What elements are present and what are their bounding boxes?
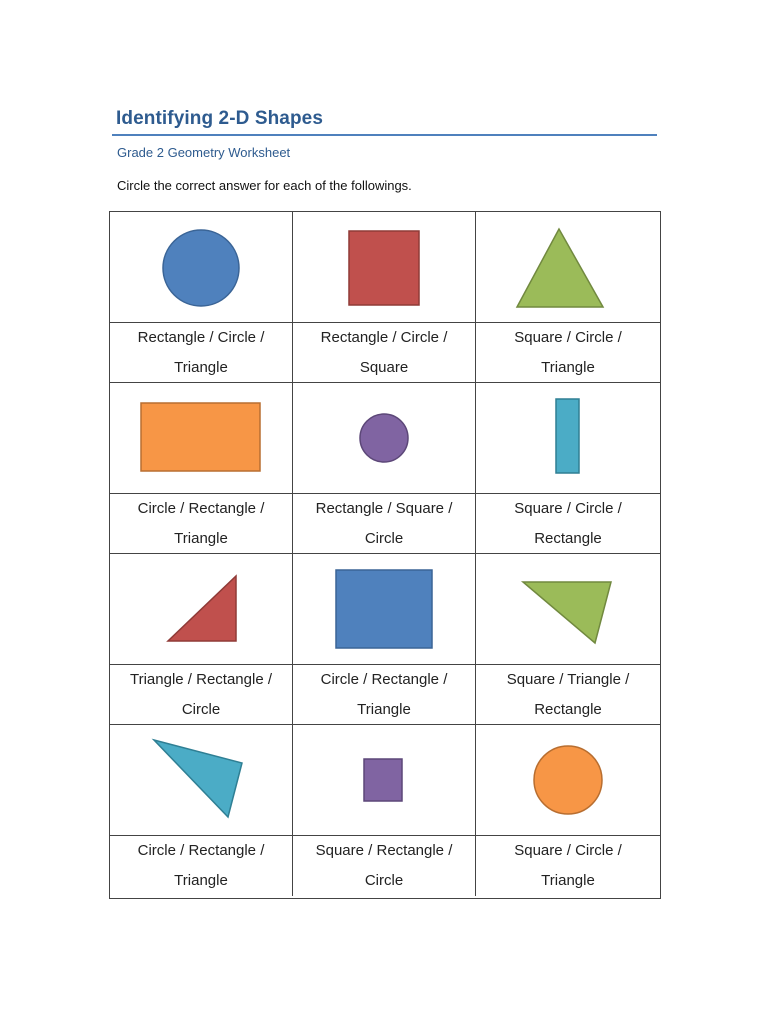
answer-choices-line: Square: [359, 358, 409, 376]
answer-choices-line: Circle: [364, 872, 404, 889]
answer-options: [293, 665, 476, 725]
answer-options: [476, 494, 660, 554]
shape-cell: [476, 554, 660, 665]
right-triangle-shape: [151, 559, 251, 659]
circle-shape: [151, 217, 251, 317]
circle-shape: [354, 408, 414, 468]
rectangle-shape: [548, 396, 588, 480]
answer-choices-line: Triangle: [541, 358, 595, 376]
answer-choices-line: Rectangle / Circle /: [137, 328, 265, 346]
instructions-text: Circle the correct answer for each of the followings.: [117, 178, 412, 193]
answer-choices-line: Triangle: [174, 872, 228, 889]
title-underline: [112, 134, 657, 136]
triangle-shape: [146, 730, 256, 830]
rectangle-shape: [329, 564, 439, 654]
answer-choices-line: Circle / Rectangle /: [137, 842, 265, 859]
answer-choices-line: Rectangle / Square /: [315, 499, 453, 517]
answer-choices-line: Square / Circle /: [514, 499, 622, 517]
answer-choices-line: Triangle: [541, 872, 595, 889]
answer-options: [110, 665, 293, 725]
shape-cell: [110, 383, 293, 494]
answer-options: [110, 836, 293, 896]
answer-choices-line: Square / Triangle /: [506, 670, 630, 688]
shape-cell: [476, 725, 660, 836]
answer-options: [293, 836, 476, 896]
answer-options: [476, 836, 660, 896]
triangle-shape: [513, 217, 623, 317]
square-shape: [359, 755, 409, 805]
shape-cell: [476, 212, 660, 323]
shape-cell: [110, 554, 293, 665]
answer-choices-line: Triangle / Rectangle /: [129, 670, 273, 688]
answer-choices-line: Rectangle: [534, 700, 602, 718]
answer-choices-line: Circle / Rectangle /: [320, 670, 448, 688]
answer-choices-line: Square / Circle /: [514, 842, 622, 859]
shape-cell: [293, 554, 476, 665]
inverted-triangle-shape: [513, 569, 623, 649]
shape-cell: [476, 383, 660, 494]
answer-options: [110, 323, 293, 383]
answer-options: [110, 494, 293, 554]
answer-options: [293, 494, 476, 554]
shape-cell: [110, 725, 293, 836]
answer-choices-line: Triangle: [357, 700, 411, 718]
shape-cell: [293, 725, 476, 836]
answer-choices-line: Rectangle: [534, 529, 602, 547]
circle-shape: [528, 740, 608, 820]
shape-cell: [110, 212, 293, 323]
answer-choices-line: Triangle: [174, 358, 228, 376]
answer-options: [476, 323, 660, 383]
answer-choices-line: Square / Rectangle /: [315, 842, 453, 859]
worksheet-title: Identifying 2-D Shapes: [116, 108, 324, 129]
answer-choices-line: Circle / Rectangle /: [137, 499, 265, 517]
answer-options: [293, 323, 476, 383]
square-shape: [334, 217, 434, 317]
answer-choices-line: Square / Circle /: [514, 328, 622, 346]
shape-cell: [293, 212, 476, 323]
answer-choices-line: Triangle: [174, 529, 228, 547]
rectangle-shape: [136, 398, 266, 478]
answer-choices-line: Circle: [364, 529, 404, 547]
shapes-table: [109, 211, 661, 899]
answer-choices-line: Circle: [181, 700, 221, 718]
worksheet-subtitle: Grade 2 Geometry Worksheet: [117, 145, 291, 160]
answer-options: [476, 665, 660, 725]
shape-cell: [293, 383, 476, 494]
answer-choices-line: Rectangle / Circle /: [320, 328, 448, 346]
